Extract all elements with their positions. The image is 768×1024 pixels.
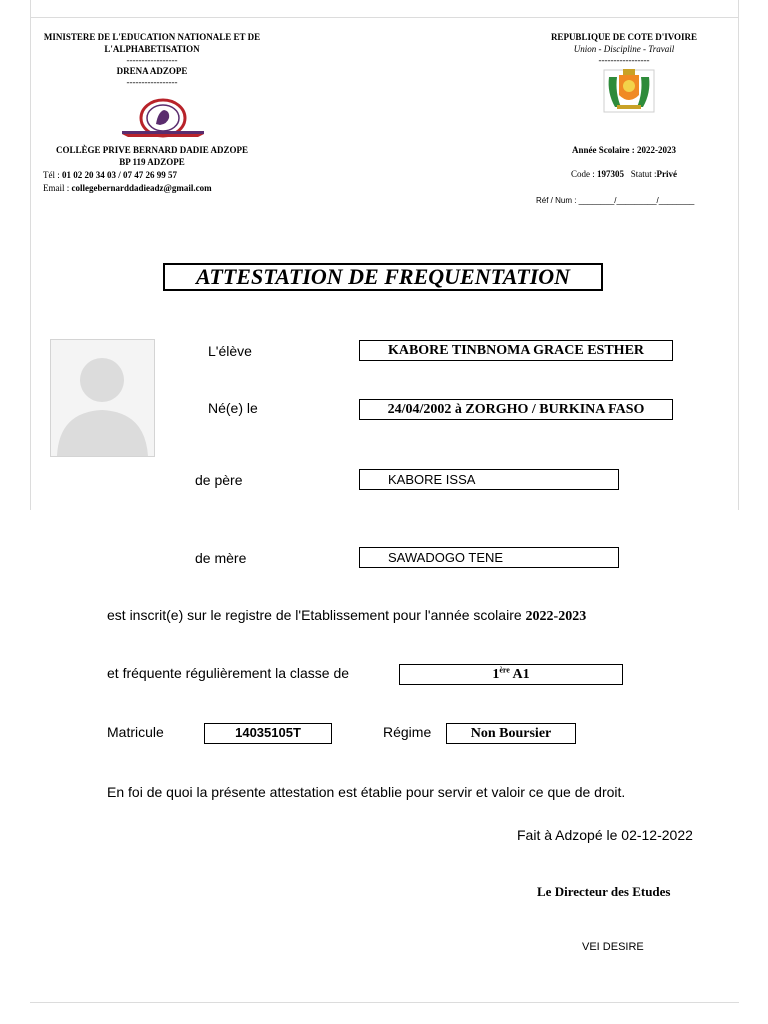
frame-line-left	[30, 0, 31, 510]
regime-label: Régime	[383, 724, 432, 740]
college-name: COLLÈGE PRIVE BERNARD DADIE ADZOPE	[55, 145, 249, 155]
statut-value: Privé	[656, 169, 677, 179]
birth-value: 24/04/2002 à ZORGHO / BURKINA FASO	[359, 399, 673, 420]
year-label: Année Scolaire :	[571, 145, 635, 155]
frame-line-bottom	[30, 1002, 739, 1003]
eleve-value: KABORE TINBNOMA GRACE ESTHER	[359, 340, 673, 361]
inscrit-year: 2022-2023	[525, 609, 587, 624]
header-right	[540, 31, 708, 65]
fait-text: Fait à Adzopé le 02-12-2022	[517, 827, 693, 843]
republic-label: REPUBLIQUE DE COTE D'IVOIRE	[550, 32, 698, 42]
header-left	[40, 31, 264, 87]
matricule-label: Matricule	[107, 724, 164, 740]
college-bp: BP 119 ADZOPE	[119, 157, 185, 167]
matricule-value: 14035105T	[204, 723, 332, 744]
code-value: 197305	[596, 169, 624, 179]
father-value: KABORE ISSA	[359, 469, 619, 490]
classe-rest: A1	[509, 667, 530, 682]
frame-line-right	[738, 0, 739, 510]
tel-label: Tél :	[43, 170, 60, 180]
document-title: ATTESTATION DE FREQUENTATION	[163, 263, 603, 291]
signatory-name: VEI DESIRE	[582, 941, 644, 953]
frequente-text: et fréquente régulièrement la classe de	[107, 665, 350, 681]
school-year	[540, 144, 708, 156]
birth-label: Né(e) le	[208, 400, 258, 416]
code-statut	[540, 168, 708, 180]
mother-value: SAWADOGO TENE	[359, 547, 619, 568]
father-label: de père	[195, 472, 243, 488]
statut-label: Statut :	[630, 169, 657, 179]
student-photo	[50, 339, 155, 457]
classe-num: 1	[492, 667, 500, 682]
year-value: 2022-2023	[637, 145, 677, 155]
tel-value: 01 02 20 34 03 / 07 47 26 99 57	[62, 170, 178, 180]
email-value: collegebernarddadieadz@gmail.com	[71, 183, 212, 193]
classe-sup: ère	[499, 665, 510, 675]
college-logo	[120, 98, 206, 138]
inscrit-text: est inscrit(e) sur le registre de l'Etablissement pour l'année scolaire	[107, 607, 522, 623]
code-label: Code :	[570, 169, 595, 179]
inscrit-line	[107, 607, 586, 625]
motto: Union - Discipline - Travail	[573, 44, 675, 54]
coat-of-arms-emblem	[603, 67, 655, 113]
classe-value	[399, 664, 623, 685]
separator-dots: -----------------	[598, 55, 650, 65]
college-tel	[43, 169, 177, 181]
drena-label: DRENA ADZOPE	[116, 66, 188, 76]
mother-label: de mère	[195, 550, 247, 566]
regime-value: Non Boursier	[446, 723, 576, 744]
ref-num: Réf / Num : ________/_________/________	[536, 196, 695, 205]
signatory-title: Le Directeur des Etudes	[537, 884, 671, 899]
separator-dots: -----------------	[126, 77, 178, 87]
college-email	[43, 182, 212, 194]
ministry-line2: L'ALPHABETISATION	[104, 44, 200, 54]
foi-text: En foi de quoi la présente attestation est établie pour servir et valoir ce que de droit.	[107, 784, 626, 800]
frame-line-top	[30, 17, 739, 18]
email-label: Email :	[43, 183, 70, 193]
college-block	[40, 144, 264, 168]
separator-dots: -----------------	[126, 55, 178, 65]
eleve-label: L'élève	[208, 343, 252, 359]
ministry-line1: MINISTERE DE L'EDUCATION NATIONALE ET DE	[43, 32, 261, 42]
